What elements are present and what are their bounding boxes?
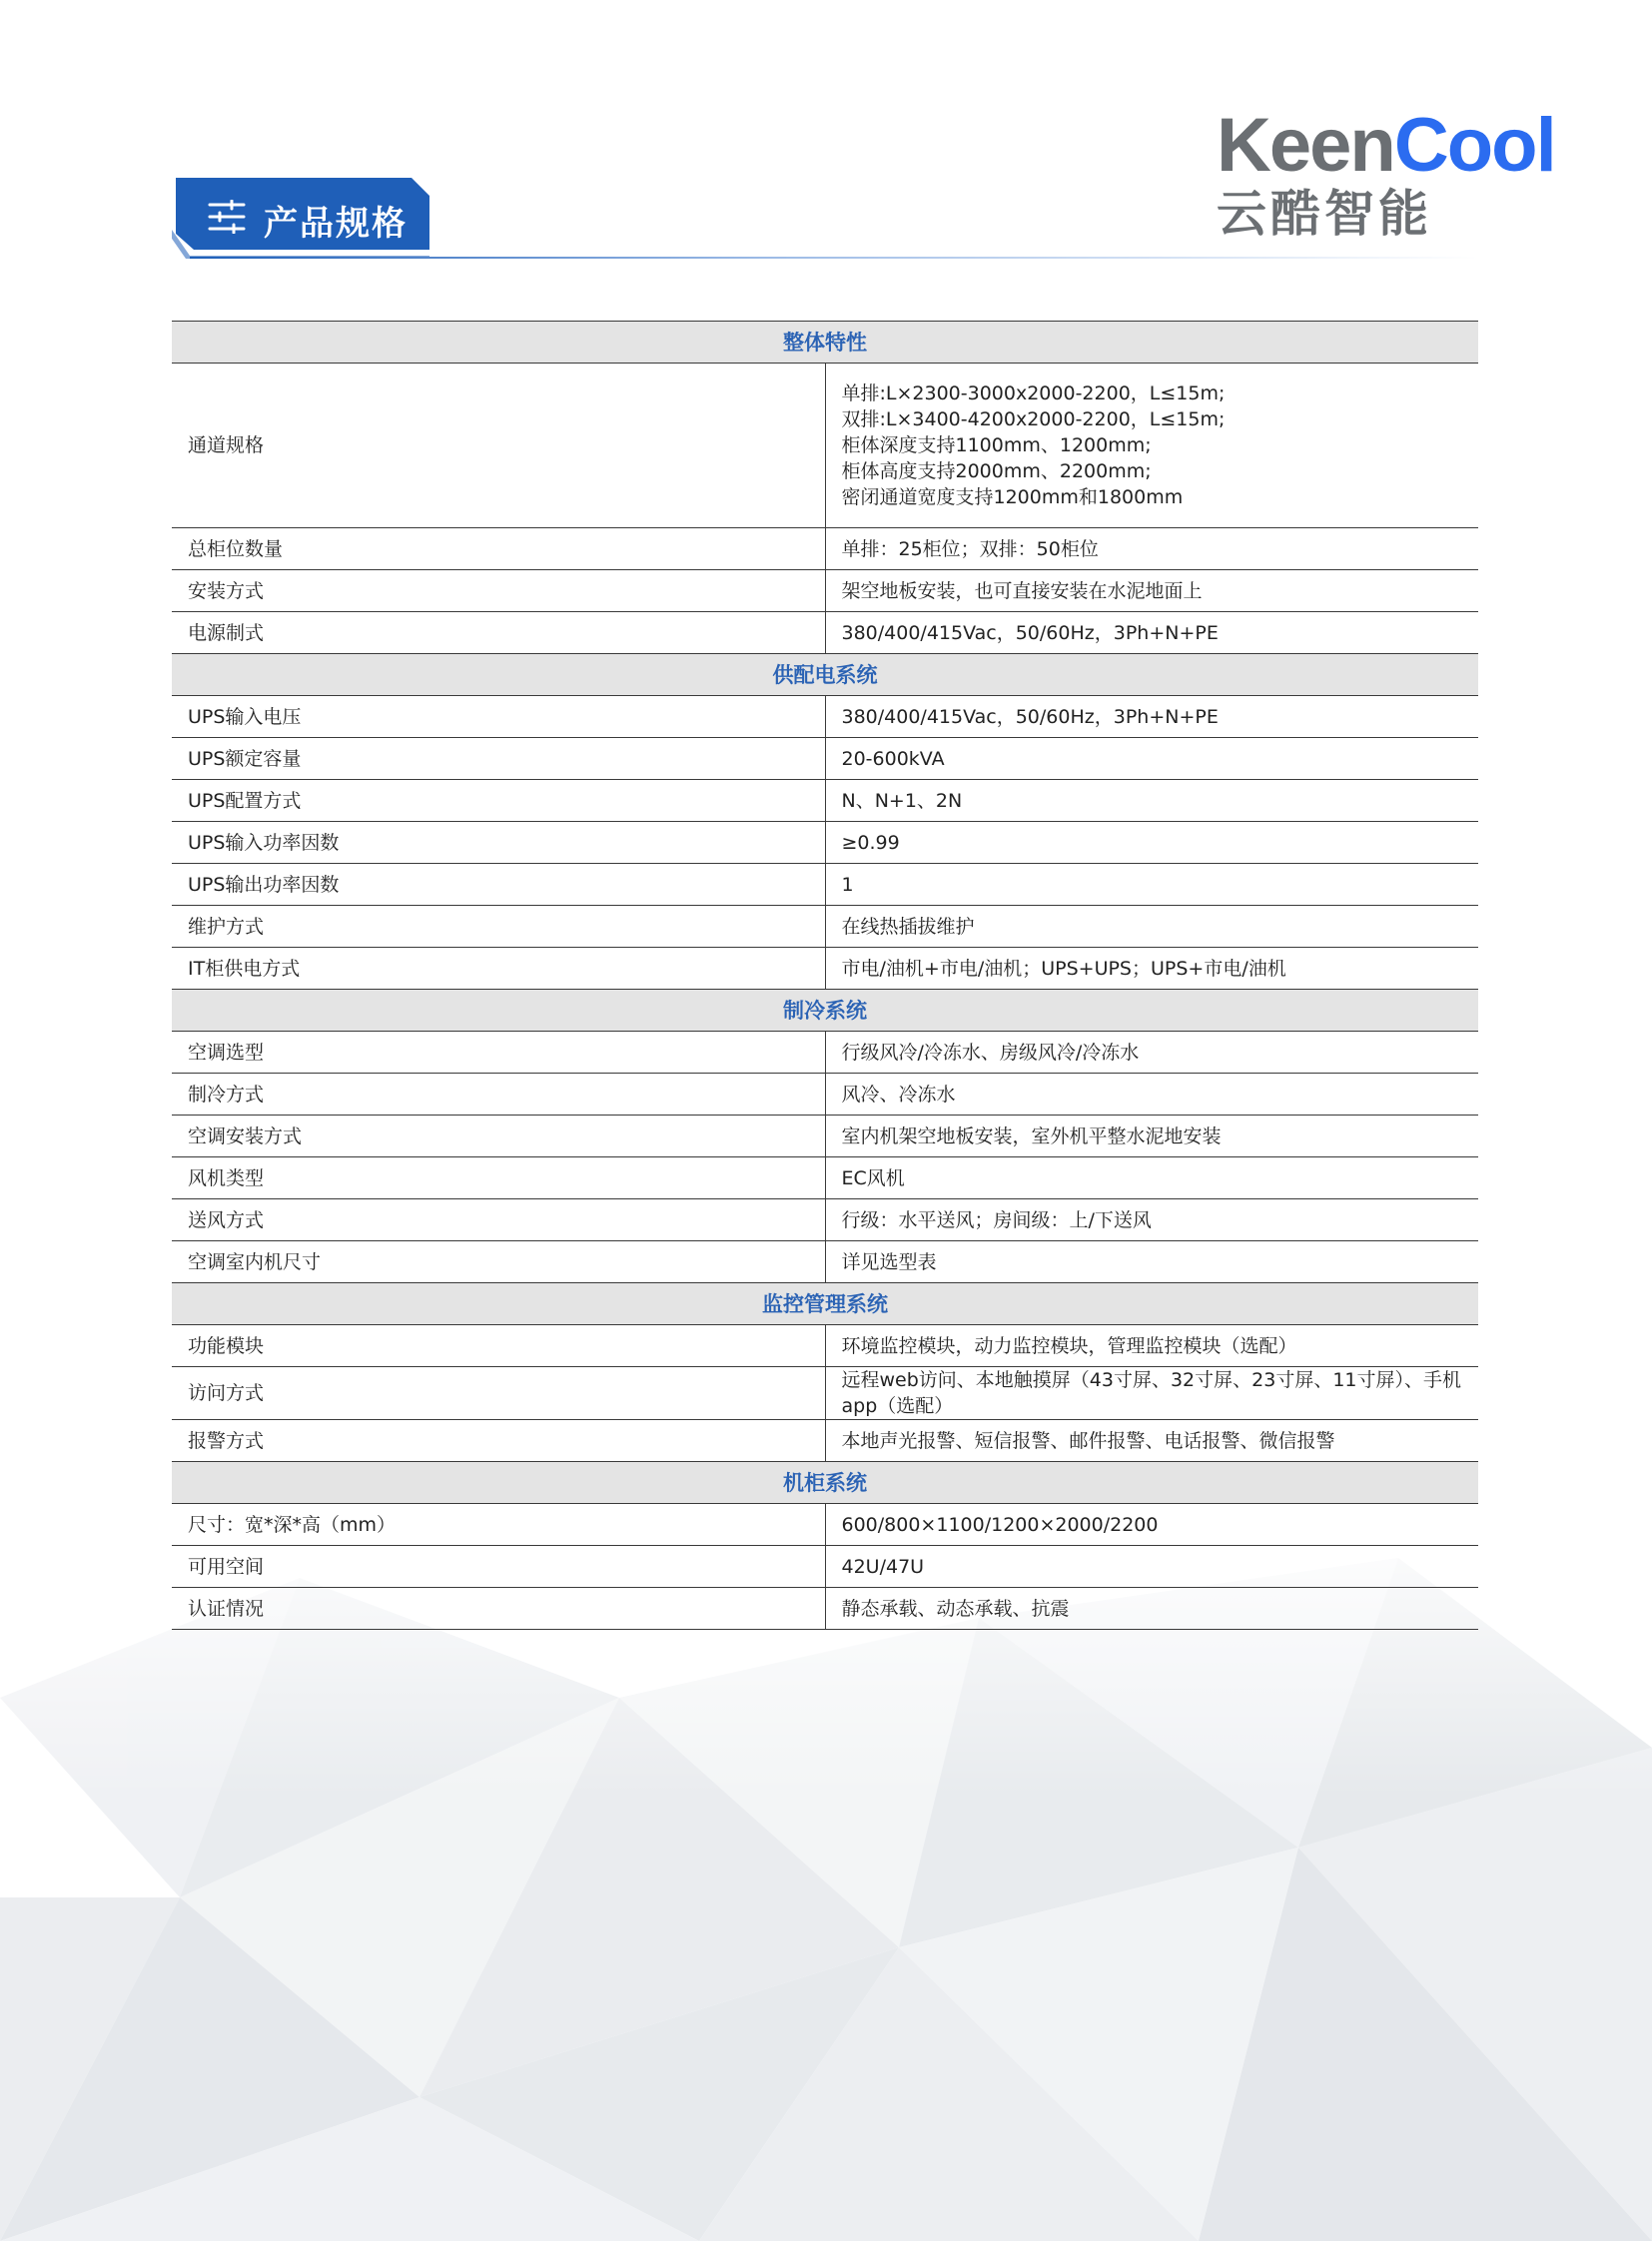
spec-label: 认证情况 — [172, 1588, 825, 1630]
spec-value — [825, 906, 1478, 948]
spec-group-header — [172, 1283, 1478, 1325]
spec-value-line: 在线热插拔维护 — [841, 915, 975, 938]
spec-row — [172, 1504, 1478, 1546]
spec-label: 访问方式 — [172, 1367, 825, 1420]
spec-value — [825, 1241, 1478, 1283]
spec-value-line: ≥0.99 — [841, 831, 900, 854]
spec-row — [172, 1032, 1478, 1074]
spec-row — [172, 1367, 1478, 1420]
spec-value — [825, 1325, 1478, 1367]
spec-value — [825, 1504, 1478, 1546]
spec-row — [172, 1157, 1478, 1199]
spec-label: 维护方式 — [172, 906, 825, 948]
spec-value — [825, 1199, 1478, 1241]
spec-row — [172, 948, 1478, 990]
header-divider — [190, 257, 1478, 259]
spec-row — [172, 822, 1478, 864]
spec-label: UPS额定容量 — [172, 738, 825, 780]
spec-value — [825, 738, 1478, 780]
spec-group-header — [172, 1462, 1478, 1504]
spec-row — [172, 696, 1478, 738]
spec-value — [825, 780, 1478, 822]
spec-value-line: 室内机架空地板安装，室外机平整水泥地安装 — [841, 1124, 1222, 1147]
spec-label: 风机类型 — [172, 1157, 825, 1199]
spec-value — [825, 864, 1478, 906]
spec-group-header — [172, 654, 1478, 696]
spec-value-line: 本地声光报警、短信报警、邮件报警、电话报警、微信报警 — [841, 1429, 1335, 1452]
spec-value — [825, 570, 1478, 612]
spec-value-line: 行级风冷/冷冻水、房级风冷/冷冻水 — [841, 1041, 1140, 1064]
logo-cool: Cool — [1393, 103, 1555, 188]
spec-row — [172, 528, 1478, 570]
spec-group-title: 供配电系统 — [172, 654, 1478, 696]
spec-value-line: 双排:L×3400-4200x2000-2200，L≤15m; — [841, 408, 1226, 430]
spec-label: 空调安装方式 — [172, 1116, 825, 1157]
spec-value — [825, 612, 1478, 654]
spec-group-title: 整体特性 — [172, 322, 1478, 364]
spec-label: UPS输出功率因数 — [172, 864, 825, 906]
spec-value-line: 380/400/415Vac，50/60Hz，3Ph+N+PE — [841, 705, 1219, 728]
spec-label: 可用空间 — [172, 1546, 825, 1588]
brand-logo — [1217, 103, 1556, 243]
spec-group-header — [172, 990, 1478, 1032]
spec-value-line: 柜体深度支持1100mm、1200mm; — [841, 434, 1152, 456]
logo-keen: Keen — [1217, 103, 1394, 188]
spec-value — [825, 528, 1478, 570]
spec-group-header — [172, 322, 1478, 364]
spec-table-body — [172, 322, 1478, 1630]
logo-chinese-name: 云酷智能 — [1217, 185, 1432, 243]
spec-table — [172, 321, 1478, 1630]
spec-label: UPS输入功率因数 — [172, 822, 825, 864]
spec-value-line: 单排:L×2300-3000x2000-2200，L≤15m; — [841, 382, 1226, 404]
spec-value-line: 20-600kVA — [841, 747, 945, 770]
section-title: 产品规格 — [264, 204, 408, 244]
spec-row — [172, 780, 1478, 822]
spec-row — [172, 1116, 1478, 1157]
spec-value — [825, 1157, 1478, 1199]
spec-label: 报警方式 — [172, 1420, 825, 1462]
spec-group-title: 制冷系统 — [172, 990, 1478, 1032]
spec-value-line: 行级：水平送风；房间级：上/下送风 — [841, 1208, 1152, 1231]
spec-value — [825, 1116, 1478, 1157]
spec-row — [172, 864, 1478, 906]
spec-value-line: 市电/油机+市电/油机；UPS+UPS；UPS+市电/油机 — [841, 957, 1286, 980]
spec-value-line: 远程web访问、本地触摸屏（43寸屏、32寸屏、23寸屏、11寸屏）、手机app（选配） — [841, 1369, 1461, 1417]
spec-value-line: 风冷、冷冻水 — [841, 1083, 956, 1106]
spec-row — [172, 738, 1478, 780]
spec-label: 通道规格 — [172, 364, 825, 528]
spec-row — [172, 1546, 1478, 1588]
spec-label: UPS输入电压 — [172, 696, 825, 738]
spec-value — [825, 948, 1478, 990]
spec-value-line: 环境监控模块，动力监控模块，管理监控模块（选配） — [841, 1334, 1297, 1357]
spec-label: 电源制式 — [172, 612, 825, 654]
spec-value — [825, 822, 1478, 864]
spec-label: UPS配置方式 — [172, 780, 825, 822]
sliders-icon — [208, 200, 246, 234]
spec-label: 空调选型 — [172, 1032, 825, 1074]
spec-value-line: 单排：25柜位；双排：50柜位 — [841, 537, 1099, 560]
spec-value — [825, 1074, 1478, 1116]
spec-value — [825, 1032, 1478, 1074]
spec-label: 制冷方式 — [172, 1074, 825, 1116]
spec-value-line: 600/800×1100/1200×2000/2200 — [841, 1513, 1159, 1536]
spec-value — [825, 1546, 1478, 1588]
spec-row — [172, 1241, 1478, 1283]
spec-row — [172, 364, 1478, 528]
spec-row — [172, 570, 1478, 612]
spec-row — [172, 906, 1478, 948]
spec-value-line: 1 — [841, 873, 854, 896]
spec-label: 空调室内机尺寸 — [172, 1241, 825, 1283]
spec-value — [825, 364, 1478, 528]
spec-value-line: 42U/47U — [841, 1555, 925, 1578]
spec-label: 安装方式 — [172, 570, 825, 612]
spec-value — [825, 696, 1478, 738]
spec-value-line: 380/400/415Vac，50/60Hz，3Ph+N+PE — [841, 621, 1219, 644]
spec-value-line: 静态承载、动态承载、抗震 — [841, 1597, 1070, 1620]
spec-value — [825, 1420, 1478, 1462]
spec-label: 功能模块 — [172, 1325, 825, 1367]
spec-row — [172, 1588, 1478, 1630]
spec-value-line: 详见选型表 — [841, 1250, 937, 1273]
spec-group-title: 机柜系统 — [172, 1462, 1478, 1504]
spec-row — [172, 612, 1478, 654]
logo-wordmark — [1217, 103, 1556, 188]
spec-row — [172, 1074, 1478, 1116]
spec-value-line: 架空地板安装，也可直接安装在水泥地面上 — [841, 579, 1203, 602]
spec-value-line: EC风机 — [841, 1166, 905, 1189]
spec-row — [172, 1420, 1478, 1462]
spec-label: 总柜位数量 — [172, 528, 825, 570]
spec-row — [172, 1199, 1478, 1241]
spec-group-title: 监控管理系统 — [172, 1283, 1478, 1325]
spec-value-line: 密闭通道宽度支持1200mm和1800mm — [841, 486, 1184, 508]
spec-label: 送风方式 — [172, 1199, 825, 1241]
spec-label: IT柜供电方式 — [172, 948, 825, 990]
spec-row — [172, 1325, 1478, 1367]
spec-value — [825, 1367, 1478, 1420]
spec-value-line: 柜体高度支持2000mm、2200mm; — [841, 460, 1152, 482]
spec-value-line: N、N+1、2N — [841, 789, 963, 812]
spec-value — [825, 1588, 1478, 1630]
spec-label: 尺寸：宽*深*高（mm） — [172, 1504, 825, 1546]
